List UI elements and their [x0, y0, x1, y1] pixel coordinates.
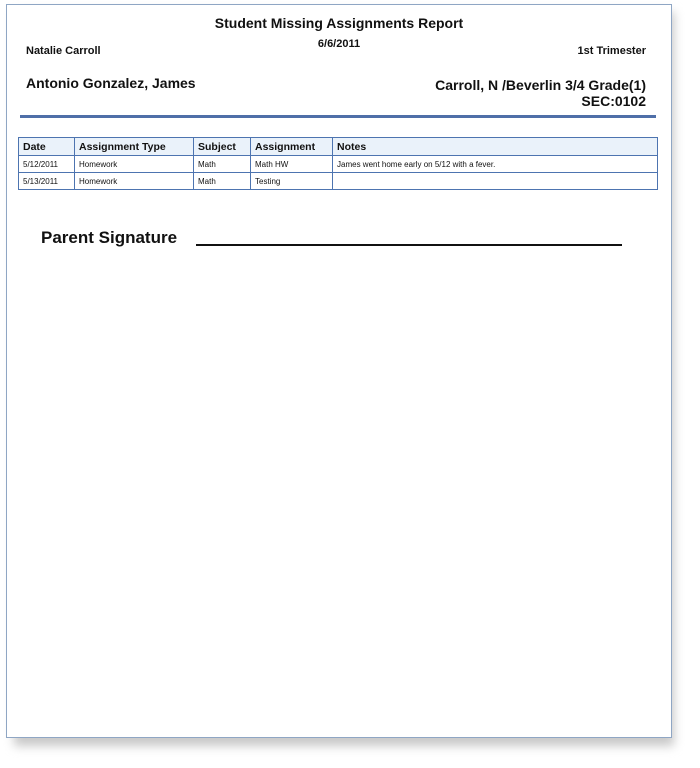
header-subject: Subject	[194, 138, 251, 156]
header-divider	[20, 115, 656, 118]
header-notes: Notes	[333, 138, 658, 156]
parent-signature-label: Parent Signature	[41, 228, 178, 247]
table-row	[19, 156, 658, 173]
header-date: Date	[19, 138, 75, 156]
table-header-row	[19, 138, 658, 156]
class-info	[435, 77, 646, 109]
cell-assignment-type: Homework	[75, 173, 194, 190]
term-label: 1st Trimester	[577, 45, 646, 57]
cell-subject: Math	[194, 156, 251, 173]
cell-subject: Math	[194, 173, 251, 190]
cell-notes	[333, 173, 658, 190]
section-code: SEC:0102	[581, 93, 646, 109]
header-assignment-type: Assignment Type	[75, 138, 194, 156]
cell-assignment: Testing	[251, 173, 333, 190]
header-assignment: Assignment	[251, 138, 333, 156]
teacher-name: Natalie Carroll	[26, 45, 101, 57]
class-line: Carroll, N /Beverlin 3/4 Grade(1)	[435, 77, 646, 93]
cell-date: 5/13/2011	[19, 173, 75, 190]
cell-notes: James went home early on 5/12 with a fever.	[333, 156, 658, 173]
cell-date: 5/12/2011	[19, 156, 75, 173]
signature-line	[196, 244, 622, 246]
table-row	[19, 173, 658, 190]
cell-assignment: Math HW	[251, 156, 333, 173]
student-name: Antonio Gonzalez, James	[26, 75, 196, 91]
report-page	[6, 4, 672, 738]
assignments-table	[18, 137, 658, 190]
report-title: Student Missing Assignments Report	[214, 15, 464, 31]
cell-assignment-type: Homework	[75, 156, 194, 173]
report-date: 6/6/2011	[317, 38, 361, 50]
